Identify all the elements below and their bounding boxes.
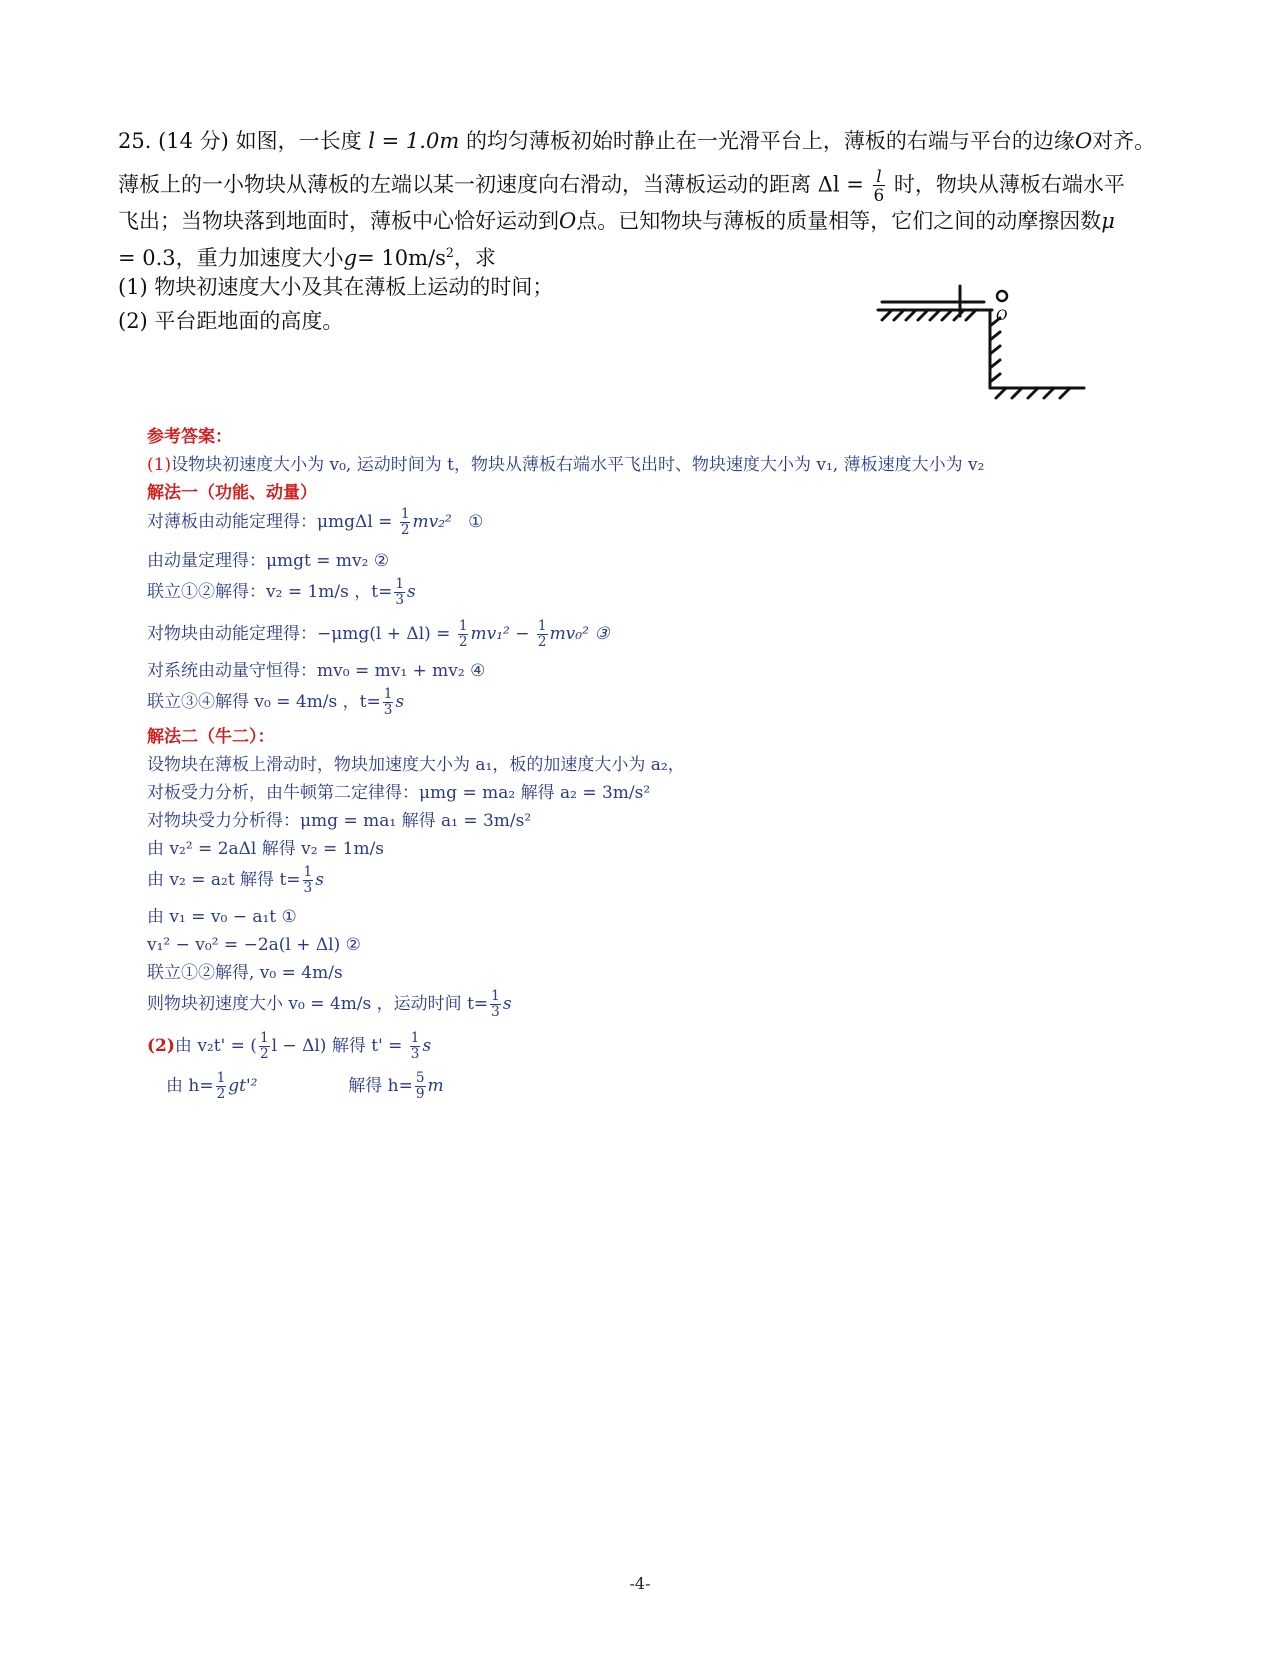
m1-line-3: 联立①②解得：v₂ = 1m/s ，t= $\frac{1}{3}$ s xyxy=(147,576,416,608)
part-2-line-1: (2)由 v₂t' = ( $\frac{1}{2}$ l − Δl) 解得 t' = $\frac{1}{3}$ s xyxy=(147,1030,432,1062)
m2-line-6: 由 v₁ = v₀ − a₁t ① xyxy=(147,907,297,927)
question-number: 25. xyxy=(118,129,152,153)
m1-line-4: 对物块由动能定理得：−μmg(l + Δl) = $\frac{1}{2}$ mv₁² − $\frac{1}{2}$ mv₀² ③ xyxy=(147,618,610,650)
question-part-2: (2) 平台距地面的高度。 xyxy=(118,309,344,333)
page-number: -4- xyxy=(629,1574,651,1593)
question-line-1: 25. (14 分) 如图，一长度 l = 1.0m 的均匀薄板初始时静止在一光滑平台上，薄板的右端与平台的边缘O对齐。 xyxy=(118,129,1156,153)
question-line-4: = 0.3，重力加速度大小$g= 10m/s^2$，求 xyxy=(118,245,496,270)
part-2-line-2: 由 h= $\frac{1}{2}$ gt'² 解得 h= $\frac{5}{9}$ m xyxy=(166,1070,444,1102)
method-1-title: 解法一（功能、动量） xyxy=(147,483,317,503)
platform-diagram xyxy=(872,276,1100,416)
m2-line-1: 设物块在薄板上滑动时，物块加速度大小为 a₁，板的加速度大小为 a₂， xyxy=(147,755,685,775)
m2-line-7: v₁² − v₀² = −2a(l + Δl) ② xyxy=(147,935,361,955)
m1-line-6: 联立③④解得 v₀ = 4m/s ，t= $\frac{1}{3}$ s xyxy=(147,686,405,718)
m2-line-3: 对物块受力分析得：μmg = ma₁ 解得 a₁ = 3m/s² xyxy=(147,811,532,831)
m1-line-5: 对系统由动量守恒得：mv₀ = mv₁ + mv₂ ④ xyxy=(147,661,486,681)
m2-line-8: 联立①②解得, v₀ = 4m/s xyxy=(147,963,343,983)
block-circle xyxy=(997,291,1007,301)
m2-line-4: 由 v₂² = 2aΔl 解得 v₂ = 1m/s xyxy=(147,839,385,859)
question-line-3: 飞出；当物块落到地面时，薄板中心恰好运动到O点。已知物块与薄板的质量相等，它们之间的动摩擦因数μ xyxy=(118,209,1115,233)
question-part-1: (1) 物块初速度大小及其在薄板上运动的时间； xyxy=(118,275,554,299)
point-o-label: O xyxy=(996,308,1008,324)
m1-line-1: 对薄板由动能定理得：μmgΔl = $\frac{1}{2}$ mv₂² ① xyxy=(147,506,484,538)
m2-line-5: 由 v₂ = a₂t 解得 t= $\frac{1}{3}$ s xyxy=(147,864,324,896)
m1-line-2: 由动量定理得：μmgt = mv₂ ② xyxy=(147,551,390,571)
method-2-title: 解法二（牛二）： xyxy=(147,727,275,747)
answer-heading: 参考答案： xyxy=(147,427,232,447)
fraction-l-over-6: $\frac{l}{6}$ xyxy=(873,166,885,205)
question-score: (14 分) xyxy=(158,129,229,153)
answer-setup: (1)设物块初速度大小为 v₀, 运动时间为 t，物块从薄板右端水平飞出时、物块速度大小为 v₁, 薄板速度大小为 v₂ xyxy=(147,455,985,475)
m2-line-2: 对板受力分析，由牛顿第二定律得：μmg = ma₂ 解得 a₂ = 3m/s² xyxy=(147,783,651,803)
question-line-2: 薄板上的一小物块从薄板的左端以某一初速度向右滑动，当薄板运动的距离 Δl = $\frac{l}{6}$ 时，物块从薄板右端水平 xyxy=(118,166,1125,205)
m2-line-9: 则物块初速度大小 v₀ = 4m/s ，运动时间 t= $\frac{1}{3}$ s xyxy=(147,988,512,1020)
